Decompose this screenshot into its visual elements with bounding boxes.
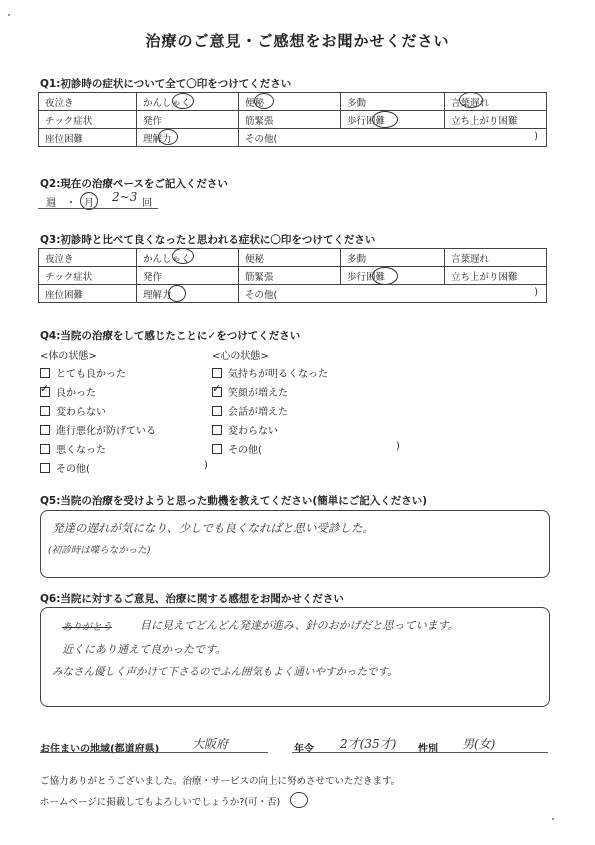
circle-mark bbox=[254, 93, 274, 109]
checkbox-icon[interactable] bbox=[40, 368, 50, 378]
circle-mark bbox=[158, 129, 178, 145]
checkbox-icon[interactable] bbox=[40, 382, 50, 397]
q2-separator: ・ bbox=[66, 198, 76, 209]
checkbox-icon[interactable] bbox=[40, 425, 50, 435]
q6-answer-line3: みなさん優しく声かけて下さるのでふん囲気もよく通いやすかったです。 bbox=[52, 666, 398, 678]
circle-mark bbox=[168, 285, 186, 302]
q1-cell[interactable]: 座位困難 bbox=[39, 129, 137, 147]
q4-body-item[interactable]: 進行悪化が防げている bbox=[40, 422, 156, 437]
q2-heading: Q2:現在の治療ペースをご記入ください bbox=[40, 178, 228, 190]
gender-label: 性別 bbox=[418, 744, 438, 755]
q3-cell[interactable]: 便秘 bbox=[239, 249, 341, 267]
circle-mark bbox=[459, 92, 483, 108]
q4-mind-item[interactable]: 気持ちが明るくなった bbox=[212, 365, 328, 380]
circle-mark bbox=[290, 792, 308, 808]
q6-crossed-text: ありがとう bbox=[62, 622, 112, 633]
q1-cell[interactable]: 便秘 bbox=[239, 93, 341, 111]
q1-heading: Q1:初診時の症状について全て〇印をつけてください bbox=[40, 78, 292, 90]
q4-mind-item[interactable]: ✓ 笑顔が増えた bbox=[212, 382, 288, 399]
q4-mind-item[interactable]: 変わらない bbox=[212, 422, 278, 437]
q1-other-close: ) bbox=[534, 130, 538, 142]
age-value[interactable]: 2才(35才) bbox=[340, 737, 397, 751]
q3-cell[interactable]: 発作 bbox=[137, 267, 239, 285]
q3-cell[interactable]: 多動 bbox=[341, 249, 445, 267]
q4-body-item[interactable]: その他( bbox=[40, 460, 90, 475]
q1-cell[interactable]: 理解力 bbox=[137, 129, 239, 147]
checkbox-icon[interactable] bbox=[40, 463, 50, 473]
scan-speck bbox=[8, 14, 10, 16]
q1-cell[interactable]: 立ち上がり困難 bbox=[445, 111, 547, 129]
checkbox-icon[interactable] bbox=[212, 406, 222, 416]
q4-body-item[interactable]: 変わらない bbox=[40, 403, 106, 418]
circle-mark bbox=[372, 267, 398, 285]
gender-value[interactable]: 男(女) bbox=[462, 737, 496, 751]
thanks-text: ご協力ありがとうございました。治療・サービスの向上に努めさせていただきます。 bbox=[40, 776, 401, 787]
q3-heading: Q3:初診時と比べて良くなったと思われる症状に〇印をつけてください bbox=[40, 234, 376, 246]
q3-other-close: ) bbox=[534, 286, 538, 298]
checkbox-icon[interactable] bbox=[212, 444, 222, 454]
checkbox-icon[interactable] bbox=[40, 406, 50, 416]
q3-symptom-table bbox=[38, 248, 547, 303]
q4-mind-item[interactable]: その他( bbox=[212, 441, 262, 456]
q3-cell[interactable]: 筋緊張 bbox=[239, 267, 341, 285]
q1-cell[interactable]: 言葉遅れ bbox=[445, 93, 547, 111]
q2-underline bbox=[38, 208, 158, 209]
checkmark-icon: ✓ bbox=[40, 382, 50, 395]
checkbox-icon[interactable] bbox=[40, 444, 50, 454]
q3-cell[interactable]: 理解力 bbox=[137, 285, 239, 303]
q4-body-item[interactable]: ✓ 良かった bbox=[40, 382, 96, 399]
q2-month-label: 月 bbox=[84, 198, 94, 209]
q4-heading: Q4:当院の治療をして感じたことに✓をつけてください bbox=[40, 330, 301, 342]
q2-times-label: 回 bbox=[142, 198, 152, 209]
page-title: 治療のご意見・ご感想をお聞かせください bbox=[145, 32, 450, 50]
q5-answer-line2: (初診時は喋らなかった) bbox=[48, 545, 151, 556]
q3-cell[interactable]: かんしゃく bbox=[137, 249, 239, 267]
q1-cell[interactable]: 多動 bbox=[341, 93, 445, 111]
q1-cell[interactable]: 歩行困難 bbox=[341, 111, 445, 129]
region-value[interactable]: 大阪府 bbox=[192, 737, 229, 751]
q5-answer-line1: 発達の遅れが気になり、少しでも良くなればと思い受診した。 bbox=[52, 521, 374, 535]
q1-cell[interactable]: 筋緊張 bbox=[239, 111, 341, 129]
q3-other-cell[interactable] bbox=[239, 285, 547, 303]
q2-answer: 2~3 bbox=[112, 190, 138, 204]
q4-mind-title: <心の状態> bbox=[212, 351, 269, 362]
q3-cell[interactable]: 座位困難 bbox=[39, 285, 137, 303]
q1-cell[interactable]: 夜泣き bbox=[39, 93, 137, 111]
q3-cell[interactable]: 言葉遅れ bbox=[445, 249, 547, 267]
permission-text: ホームページに掲載してもよろしいでしょうか?(可・否) bbox=[40, 797, 281, 808]
q6-heading: Q6:当院に対するご意見、治療に関する感想をお聞かせください bbox=[40, 593, 344, 605]
checkbox-icon[interactable] bbox=[212, 425, 222, 435]
scan-speck bbox=[552, 818, 554, 820]
q4-body-item[interactable]: とても良かった bbox=[40, 365, 126, 380]
checkmark-icon: ✓ bbox=[212, 382, 222, 395]
region-underline bbox=[40, 752, 268, 753]
q1-cell[interactable]: かんしゃく bbox=[137, 93, 239, 111]
q3-cell[interactable]: 歩行困難 bbox=[341, 267, 445, 285]
q5-heading: Q5:当院の治療を受けようと思った動機を教えてください(簡単にご記入ください) bbox=[40, 495, 428, 507]
q3-cell[interactable]: 立ち上がり困難 bbox=[445, 267, 547, 285]
circle-mark bbox=[172, 93, 194, 109]
age-label: 年令 bbox=[294, 744, 314, 755]
circle-mark bbox=[372, 111, 398, 128]
q2-week-label: 週 bbox=[46, 198, 56, 209]
q4-body-other-close: ) bbox=[204, 460, 208, 471]
q6-answer-line2: 近くにあり通えて良かったです。 bbox=[62, 643, 227, 656]
q4-mind-other-close: ) bbox=[396, 441, 400, 452]
region-label: お住まいの地域(都道府県) bbox=[40, 744, 160, 755]
age-gender-underline bbox=[292, 752, 548, 753]
q4-mind-item[interactable]: 会話が増えた bbox=[212, 403, 288, 418]
q6-answer-line1: 目に見えてどんどん発達が進み、針のおかげだと思っています。 bbox=[140, 619, 459, 632]
q3-other-label: その他( bbox=[245, 289, 278, 301]
q1-cell[interactable]: チック症状 bbox=[39, 111, 137, 129]
checkbox-icon[interactable] bbox=[212, 382, 222, 397]
q1-other-label: その他( bbox=[245, 133, 278, 145]
q1-other-cell[interactable] bbox=[239, 129, 547, 147]
q3-cell[interactable]: チック症状 bbox=[39, 267, 137, 285]
q4-body-title: <体の状態> bbox=[40, 351, 97, 362]
q4-body-item[interactable]: 悪くなった bbox=[40, 441, 106, 456]
q3-cell[interactable]: 夜泣き bbox=[39, 249, 137, 267]
circle-mark bbox=[172, 248, 194, 264]
q1-cell[interactable]: 発作 bbox=[137, 111, 239, 129]
checkbox-icon[interactable] bbox=[212, 368, 222, 378]
